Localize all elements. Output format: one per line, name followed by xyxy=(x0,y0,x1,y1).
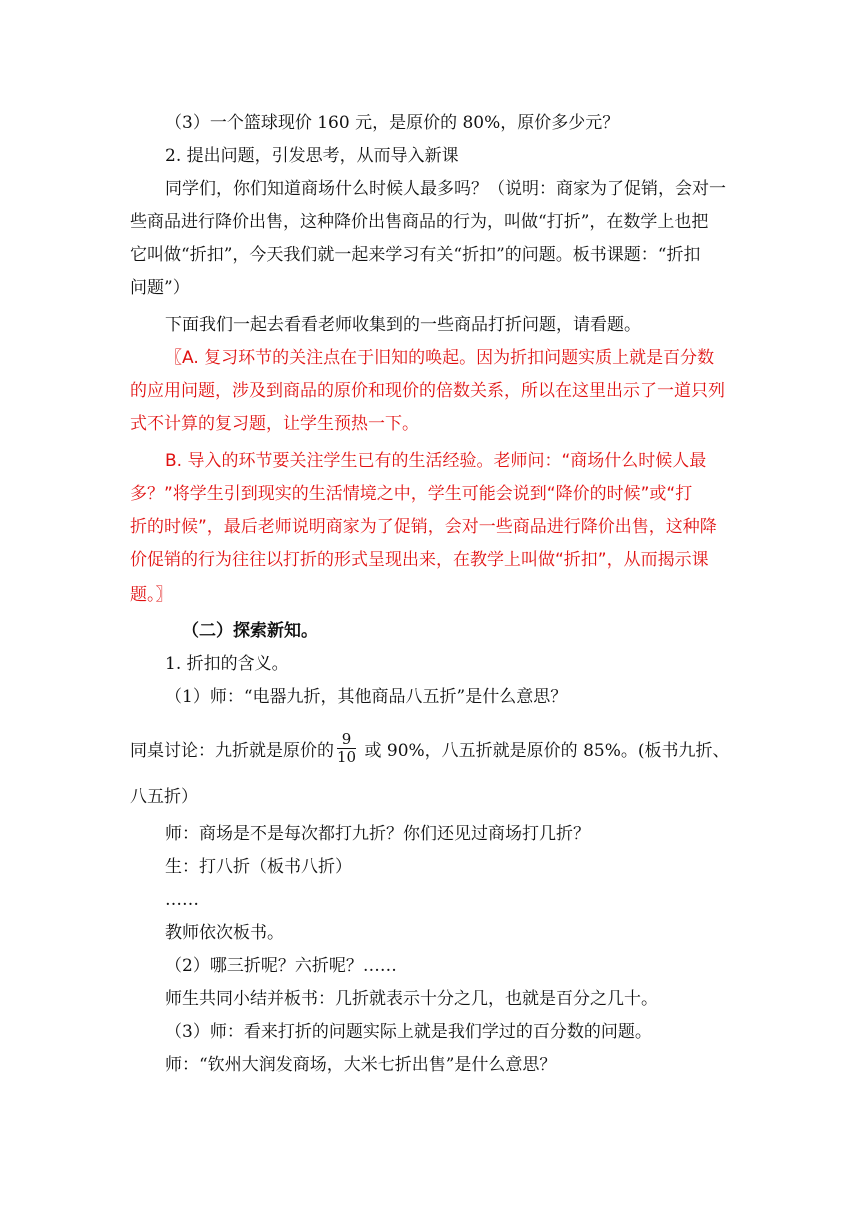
text-line: （3）一个篮球现价 160 元，是原价的 80%，原价多少元？ xyxy=(165,113,620,133)
text-line: 下面我们一起去看看老师收集到的一些商品打折问题，请看题。 xyxy=(165,315,641,335)
annotation-line: 式不计算的复习题，让学生预热一下。 xyxy=(130,414,419,434)
annotation-line: 的应用问题，涉及到商品的原价和现价的倍数关系，所以在这里出示了一道只列 xyxy=(130,381,725,401)
text-line: 师生共同小结并板书：几折就表示十分之几，也就是百分之几十。 xyxy=(165,989,658,1009)
text-line: 些商品进行降价出售，这种降价出售商品的行为，叫做“打折”，在数学上也把 xyxy=(130,212,709,232)
annotation-line: 价促销的行为往往以打折的形式呈现出来，在教学上叫做“折扣”，从而揭示课 xyxy=(130,550,709,570)
text-line: 1. 折扣的含义。 xyxy=(165,654,289,674)
section-heading: （二）探索新知。 xyxy=(182,621,318,641)
text-line: （3）师：看来打折的问题实际上就是我们学过的百分数的问题。 xyxy=(165,1022,652,1042)
fraction-denominator: 10 xyxy=(337,748,357,766)
text-line: 生：打八折（板书八折） xyxy=(165,857,352,877)
text-line: （1）师：“电器九折，其他商品八五折”是什么意思？ xyxy=(165,687,568,707)
text-line: （2）哪三折呢？六折呢？…… xyxy=(165,956,397,976)
text-line: 师：“钦州大润发商场，大米七折出售”是什么意思？ xyxy=(165,1055,557,1075)
text-segment: 或 90%，八五折就是原价的 85%。(板书九折、 xyxy=(359,741,730,761)
text-line: 问题”） xyxy=(130,278,190,298)
text-line: 师：商场是不是每次都打九折？你们还见过商场打几折？ xyxy=(165,824,590,844)
annotation-line: 折的时候”，最后老师说明商家为了促销，会对一些商品进行降价出售，这种降 xyxy=(130,517,717,537)
annotation-line: B. 导入的环节要关注学生已有的生活经验。老师问：“商场什么时候人最 xyxy=(165,451,707,471)
text-line: 2. 提出问题，引发思考，从而导入新课 xyxy=(165,146,459,166)
text-segment: 同桌讨论：九折就是原价的 xyxy=(130,741,334,761)
text-line: …… xyxy=(165,890,199,910)
fraction-numerator: 9 xyxy=(337,731,356,749)
annotation-line: 题。〗 xyxy=(130,585,173,605)
text-line-with-fraction xyxy=(130,730,730,769)
fraction xyxy=(337,731,356,766)
annotation-line: 〖A. 复习环节的关注点在于旧知的唤起。因为折扣问题实质上就是百分数 xyxy=(165,348,715,368)
text-line: 教师依次板书。 xyxy=(165,923,284,943)
text-line: 它叫做“折扣”，今天我们就一起来学习有关“折扣”的问题。板书课题：“折扣 xyxy=(130,245,701,265)
text-line: 同学们，你们知道商场什么时候人最多吗？（说明：商家为了促销，会对一 xyxy=(165,179,726,199)
annotation-line: 多？”将学生引到现实的生活情境之中，学生可能会说到“降价的时候”或“打 xyxy=(130,484,693,504)
text-line: 八五折） xyxy=(130,787,198,807)
